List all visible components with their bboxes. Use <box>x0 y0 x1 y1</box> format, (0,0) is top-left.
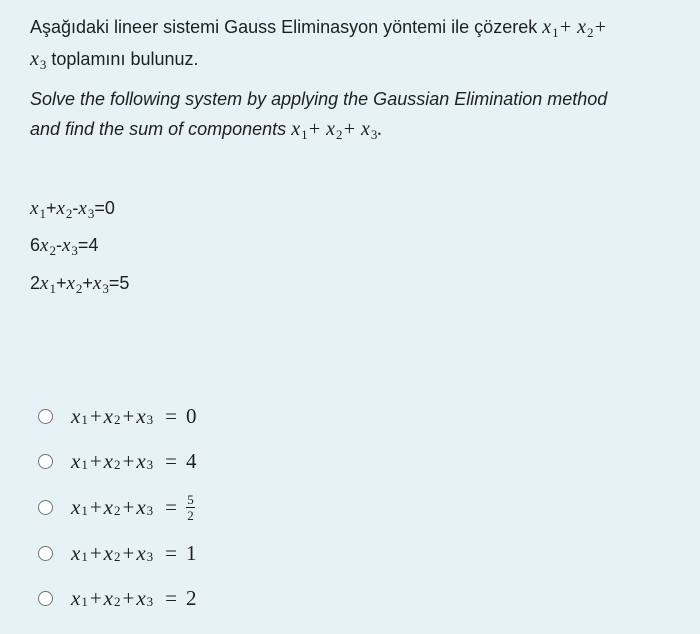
option-a-value: 0 <box>186 403 197 428</box>
question-english <box>30 84 680 146</box>
equation-1: $x_1+x_2-x_3=0$ <box>30 198 115 221</box>
option-d-value: 1 <box>186 540 197 565</box>
radio-button[interactable] <box>38 591 53 606</box>
sum-expression-cont: $x_3$ <box>30 48 47 72</box>
question-en-line1: Solve the following system by applying the Gaussian Elimination method <box>30 89 608 109</box>
fraction-denominator: 2 <box>187 507 194 523</box>
radio-button[interactable] <box>38 546 53 561</box>
option-e-value: 2 <box>186 585 197 610</box>
option-c-expression: x 1 + x 2 + x 3 = $\frac{5}{2}$ <box>71 491 194 523</box>
option-e[interactable] <box>38 581 358 615</box>
equation-2: $6x_2-x_3=4$ <box>30 235 99 258</box>
question-en-line2: and find the sum of components <box>30 119 287 139</box>
option-d[interactable] <box>38 536 358 570</box>
option-c[interactable] <box>38 490 358 524</box>
question-tr-text: Aşağıdaki lineer sistemi Gauss Eliminasyon yöntemi ile çözerek <box>30 17 538 37</box>
sum-expression-en: $x_1+ x_2+ x_3$. <box>291 118 383 142</box>
option-a[interactable] <box>38 399 358 433</box>
option-b-expression: x 1 + x 2 + x 3 = 4 <box>71 448 197 473</box>
option-d-expression: x 1 + x 2 + x 3 = 1 <box>71 540 197 565</box>
option-a-expression: x 1 + x 2 + x 3 = 0 <box>71 403 197 428</box>
fraction-numerator: 5 <box>187 491 194 507</box>
radio-button[interactable] <box>38 454 53 469</box>
question-tr-text-2: toplamını bulunuz. <box>51 49 199 69</box>
option-b-value: 4 <box>186 448 197 473</box>
option-e-expression: x 1 + x 2 + x 3 = 2 <box>71 585 197 610</box>
radio-button[interactable] <box>38 409 53 424</box>
question-turkish <box>30 12 680 76</box>
sum-expression: $x_1+ x_2+$ <box>542 16 607 40</box>
radio-button[interactable] <box>38 500 53 515</box>
equation-3: $2x_1+x_2+x_3=5$ <box>30 273 130 296</box>
option-c-fraction <box>186 493 195 522</box>
option-b[interactable] <box>38 444 358 478</box>
